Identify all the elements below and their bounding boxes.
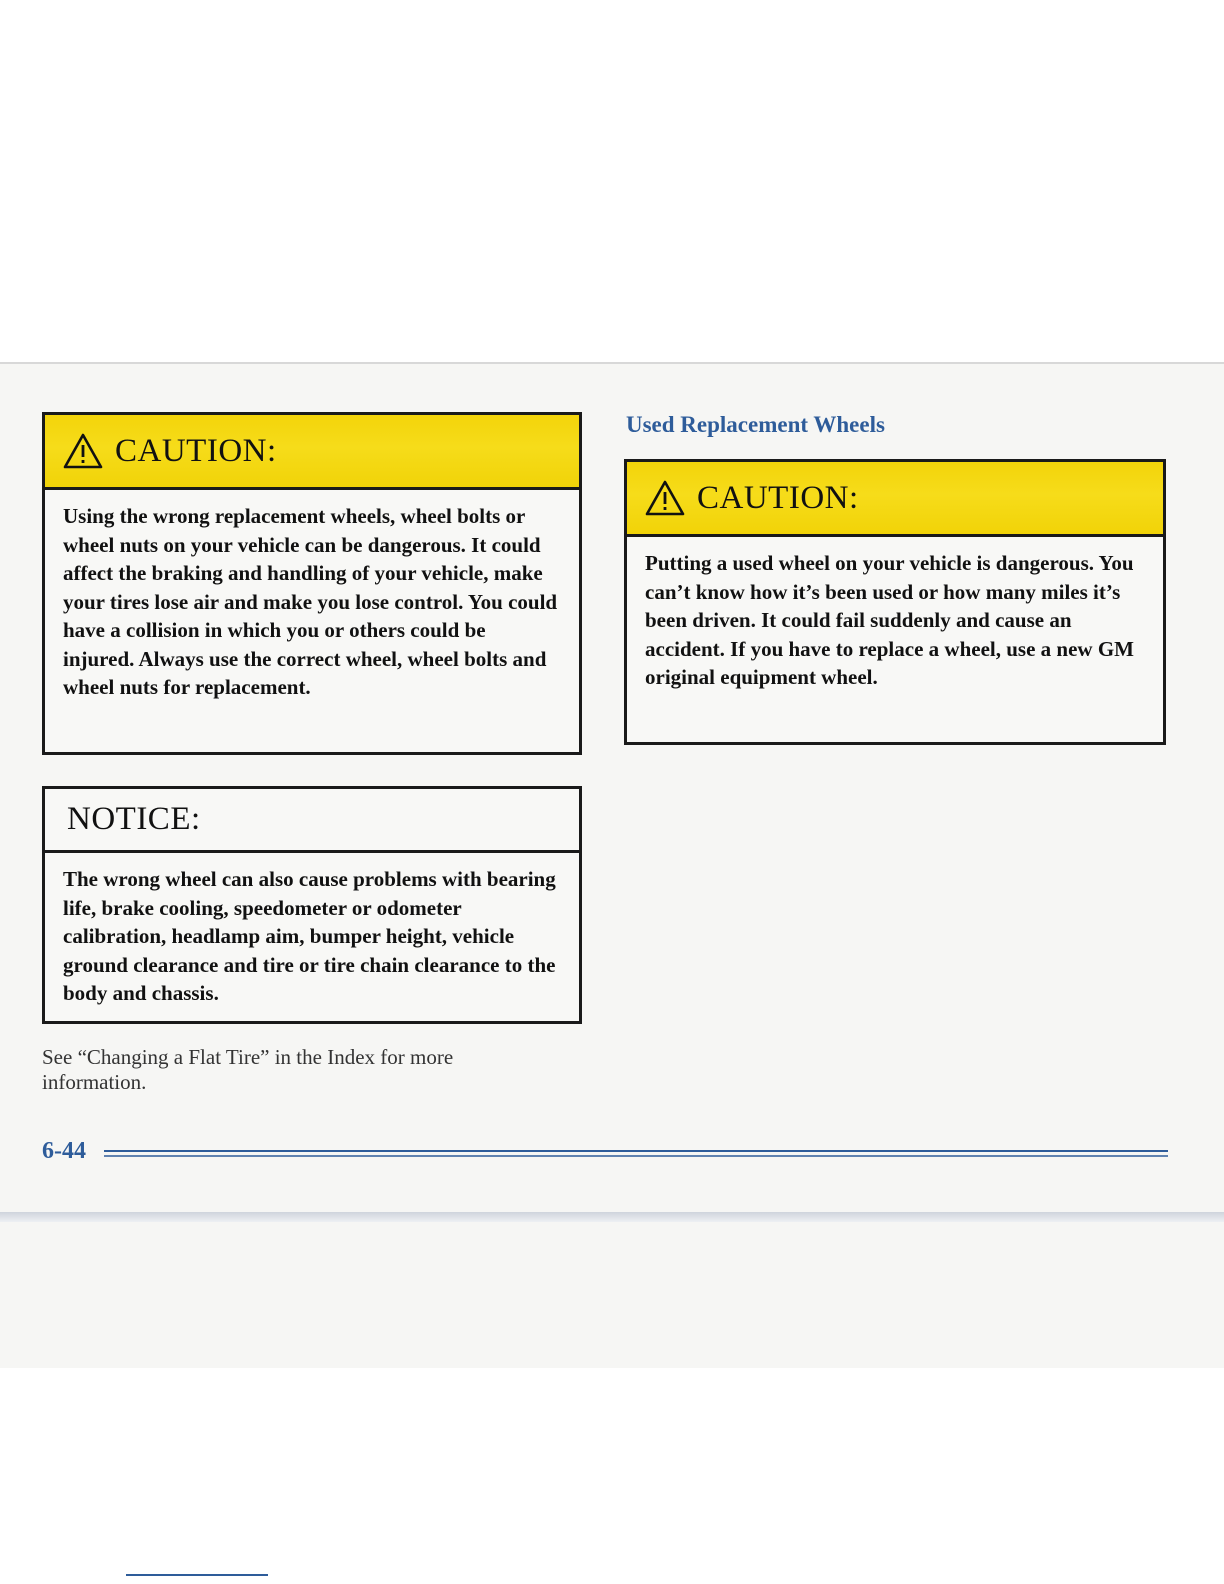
caution-header: [45, 415, 579, 490]
notice-title: NOTICE:: [67, 801, 201, 837]
notice-header: [45, 789, 579, 853]
caution-text: Using the wrong replacement wheels, wheel bolts or wheel nuts on your vehicle can be dangerous. It could affect the braking and handling of your vehicle, make your tires lose air and make you lose control. You could have a collision in which you or others could be injured. Always use the correct wheel, wheel bolts and wheel nuts for replacement.: [63, 504, 558, 699]
warning-triangle-icon: [645, 480, 685, 516]
caution-title: CAUTION:: [697, 479, 859, 516]
notice-box: [42, 786, 582, 1024]
caution-text: Putting a used wheel on your vehicle is dangerous. You can’t know how it’s been used or how many miles it’s been driven. It could fail suddenly and cause an accident. If you have to replace a wheel, use a new GM original equipment wheel.: [645, 551, 1134, 689]
caution-box-used-wheels: [624, 459, 1166, 745]
notice-text: The wrong wheel can also cause problems with bearing life, brake cooling, speedometer or odometer calibration, headlamp aim, bumper height, vehicle ground clearance and tire or tire chain clearance to the body and chassis.: [63, 867, 556, 1005]
section-heading: Used Replacement Wheels: [626, 412, 885, 437]
caution-box-wheels: [42, 412, 582, 755]
caution-header: [627, 462, 1163, 537]
see-also-text: See “Changing a Flat Tire” in the Index for more information.: [42, 1045, 454, 1094]
footer-rule: [104, 1149, 1168, 1159]
warning-triangle-icon: [63, 433, 103, 469]
caution-title: CAUTION:: [115, 432, 277, 469]
stray-rule: [126, 1574, 268, 1576]
page-number: 6-44: [42, 1138, 86, 1164]
